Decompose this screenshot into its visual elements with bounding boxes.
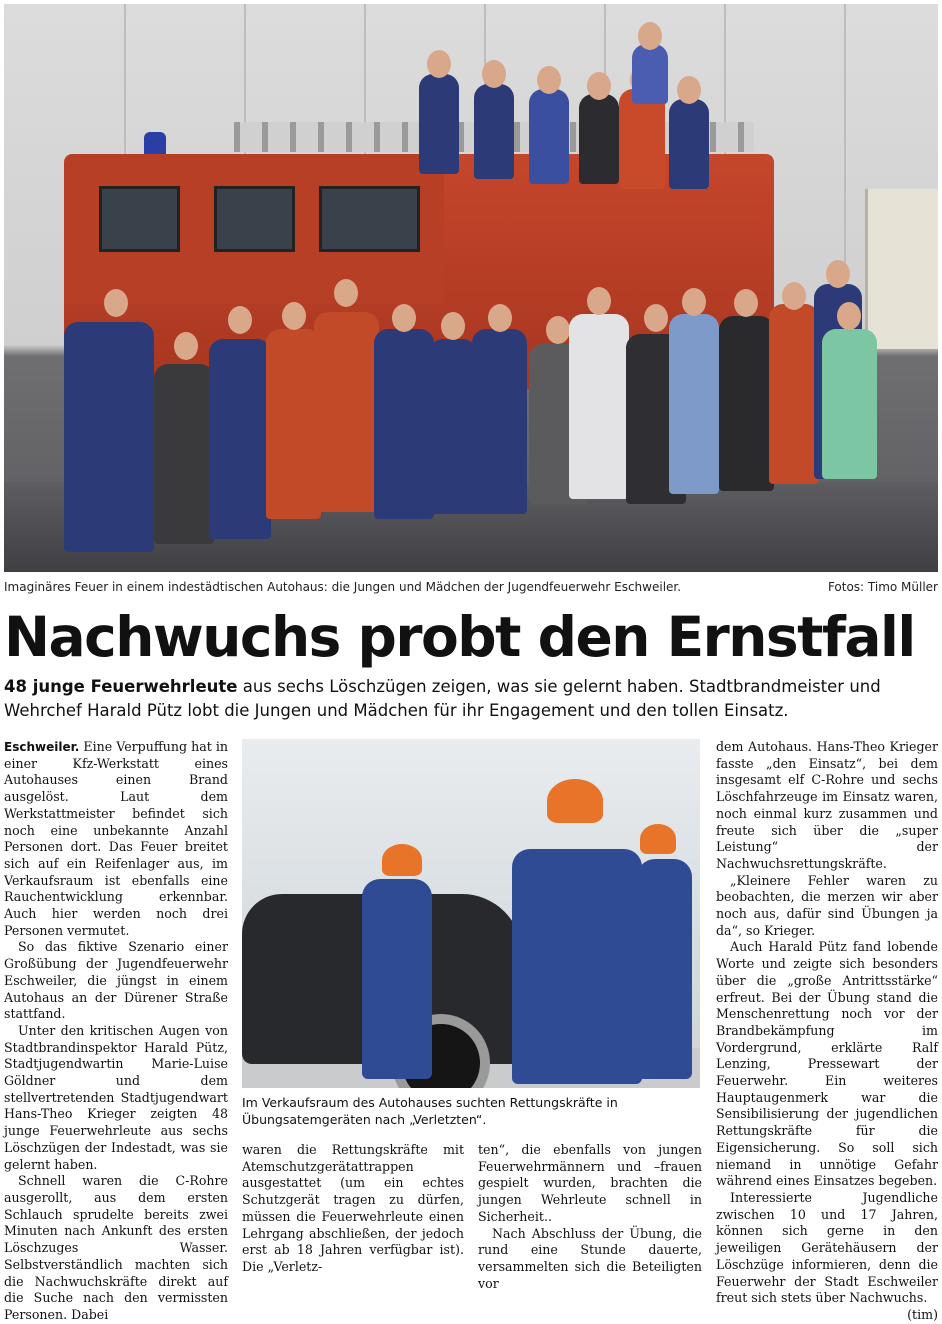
- article-paragraph: waren die Rettungskräfte mit Atemschutzgerätattrappen ausgestattet (um ein echtes Schutzgerät tragen zu dürfen, müssen die Feuerwehrleute einen Lehrgang abschließen, der jedoch erst ab 18 Jahren verfügbar ist). Die „Verletz-: [242, 1142, 464, 1274]
- subheadline: [4, 675, 938, 723]
- middle-photo-caption: Im Verkaufsraum des Autohauses suchten Rettungskräfte in Übungsatemgeräten nach „Verletzten“.: [242, 1095, 618, 1127]
- subheadline-text: aus sechs Löschzügen zeigen, was sie gelernt haben. Stadtbrandmeister und Wehrchef Harald Pütz lobt die Jungen und Mädchen für ihr Engagement und den tollen Einsatz.: [4, 677, 881, 720]
- headline: Nachwuchs probt den Ernstfall: [4, 605, 915, 669]
- rescue-photo-showroom: [242, 739, 700, 1088]
- article-column-1: [4, 739, 228, 1324]
- author-initials: (tim): [907, 1306, 938, 1322]
- dateline: Eschweiler.: [4, 740, 80, 754]
- article-paragraph: Interessierte Jugendliche zwischen 10 und 17 Jahren, können sich gerne in den jeweiligen Gerätehäusern der Löschzüge informieren, denn die Feuerwehr der Stadt Eschweiler freut sich stets über Nachwuchs. (tim): [716, 1189, 938, 1322]
- article-paragraph: „Kleinere Fehler waren zu beobachten, die merzen wir aber noch aus, dafür sind Übungen ja da“, so Krieger.: [716, 872, 938, 938]
- subheadline-bold: 48 junge Feuerwehrleute: [4, 677, 238, 696]
- article-paragraph: So das fiktive Szenario einer Großübung der Jugendfeuerwehr Eschweiler, die jüngst in einem Autohaus an der Dürener Straße stattfand.: [4, 939, 228, 1022]
- article-paragraph: Nach Abschluss der Übung, die rund eine Stunde dauerte, versammelten sich die Beteiligten vor: [478, 1225, 702, 1291]
- article-paragraph: ten“, die ebenfalls von jungen Feuerwehrmännern und –frauen gespielt wurden, brachten die jungen Wehrleute schnell in Sicherheit..: [478, 1142, 702, 1224]
- article-paragraph: Unter den kritischen Augen von Stadtbrandinspektor Harald Pütz, Stadtjugendwartin Marie-Luise Göldner und dem stellvertretenden Stadtjugendwart Hans-Theo Krieger zeigten 48 junge Feuerwehrleute aus sechs Löschzügen der Indestadt, was sie gelernt haben.: [4, 1022, 228, 1172]
- group-photo-fire-truck: [4, 4, 938, 572]
- article-column-4: [716, 739, 938, 1324]
- article-paragraph: Eschweiler. Eine Verpuffung hat in einer Kfz-Werkstatt eines Autohauses einen Brand ausgelöst. Laut dem Werkstattmeister befindet sich noch eine unbekannte Anzahl Personen dort. Das Feuer breitet sich auf ein Reifenlager aus, im Verkaufsraum ist ebenfalls eine Rauchentwicklung erkennbar. Auch hier werden noch drei Personen vermutet.: [4, 739, 228, 938]
- article-paragraph: Auch Harald Pütz fand lobende Worte und zeigte sich besonders über die „große Antrittsstärke“ erfreut. Bei der Übung stand die Menschenrettung noch vor der Brandbekämpfung im Vordergrund, erklärte Ralf Lenzing, Pressewart der Feuerwehr. Ein weiteres Hauptaugenmerk war die Sensibilisierung der jugendlichen Rettungskräfte für die Eigensicherung. So soll sich niemand in unnötige Gefahr während eines Einsatzes begeben.: [716, 939, 938, 1189]
- photo-credit: Fotos: Timo Müller: [827, 580, 938, 594]
- article-column-3: [478, 1142, 702, 1292]
- article-paragraph: dem Autohaus. Hans-Theo Krieger fasste „den Einsatz“, bei dem insgesamt elf C-Rohre und sechs Löschfahrzeuge im Einsatz waren, noch einmal kurz zusammen und freute sich über die „super Leistung“ der Nachwuchsrettungskräfte.: [716, 739, 938, 871]
- article-paragraph: Schnell waren die C-Rohre ausgerollt, aus dem ersten Schlauch sprudelte bereits zwei Minuten nach Ankunft des ersten Löschzuges Wasser. Selbstverständlich machten sich die Nachwuchskräfte direkt auf die Suche nach den vermissten Personen. Dabei: [4, 1173, 228, 1322]
- top-photo-caption: Imaginäres Feuer in einem indestädtischen Autohaus: die Jungen und Mädchen der Jugendfeuerwehr Eschweiler.: [4, 580, 682, 594]
- top-photo-caption-row: [4, 580, 938, 594]
- article-column-2: [242, 1142, 464, 1276]
